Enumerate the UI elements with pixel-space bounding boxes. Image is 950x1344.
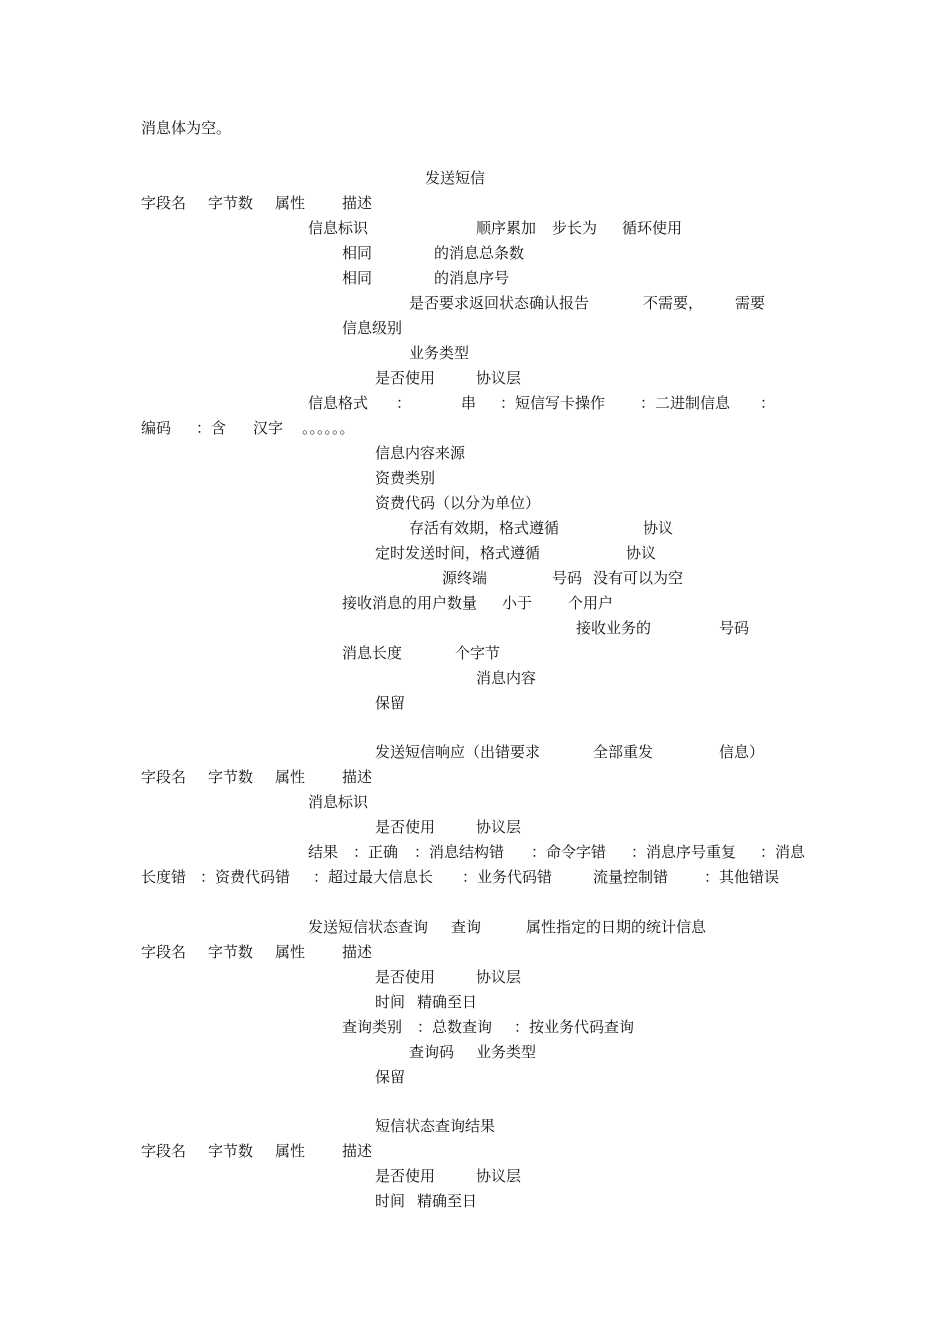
- text-segment: 业务类型: [476, 1043, 537, 1061]
- text-segment: ：短信写卡操作: [500, 394, 606, 412]
- text-segment: 号码: [552, 569, 583, 587]
- field-line: [0, 342, 950, 367]
- header-attribute: 属性: [275, 194, 306, 212]
- intro-line: [0, 117, 950, 142]
- text-segment: 资费代码（以分为单位）: [375, 494, 541, 512]
- text-segment: 步长为: [552, 219, 598, 237]
- field-line: [0, 367, 950, 392]
- header-description: 描述: [342, 768, 373, 786]
- field-line: [0, 317, 950, 342]
- section-title: 发送短信响应（出错要求: [375, 743, 541, 761]
- text-segment: 没有可以为空: [593, 569, 684, 587]
- text-segment: ：按业务代码查询: [514, 1018, 635, 1036]
- text-segment: 信息内容来源: [375, 444, 466, 462]
- text-segment: 消息内容: [476, 669, 537, 687]
- text-segment: 流量控制错: [593, 868, 669, 886]
- text-segment: 需要: [735, 294, 766, 312]
- text-segment: 信息格式: [308, 394, 369, 412]
- text-segment: 定时发送时间，格式遵循: [375, 544, 541, 562]
- field-line: [0, 642, 950, 667]
- field-line: [0, 517, 950, 542]
- header-description: 描述: [342, 1142, 373, 1160]
- text-segment: 的消息总条数: [434, 244, 525, 262]
- text-segment: 相同: [342, 244, 373, 262]
- field-line: [0, 667, 950, 692]
- section-title: 发送短信状态查询: [308, 918, 429, 936]
- text-segment: 号码: [719, 619, 750, 637]
- text-segment: 个用户: [568, 594, 614, 612]
- text-segment: 。。。。。。: [302, 419, 355, 437]
- text-segment: 信息标识: [308, 219, 369, 237]
- text-segment: ：消息: [760, 843, 806, 861]
- text-segment: 精确至日: [417, 993, 478, 1011]
- text-segment: ：二进制信息: [640, 394, 731, 412]
- header-description: 描述: [342, 943, 373, 961]
- text-segment: 协议层: [476, 968, 522, 986]
- text-segment: 是否要求返回状态确认报告: [409, 294, 590, 312]
- field-line: [0, 267, 950, 292]
- header-byte-count: 字节数: [208, 768, 254, 786]
- text-segment: ：消息结构错: [414, 843, 505, 861]
- field-line: [0, 1041, 950, 1066]
- field-line: [0, 1190, 950, 1215]
- section-title: 属性指定的日期的统计信息: [526, 918, 707, 936]
- status-result-header-row: [0, 1140, 950, 1165]
- text-segment: 协议层: [476, 369, 522, 387]
- text-segment: 协议: [626, 544, 657, 562]
- text-segment: 保留: [375, 694, 406, 712]
- text-segment: 时间: [375, 993, 406, 1011]
- text-segment: 存活有效期，格式遵循: [409, 519, 560, 537]
- text-segment: ：业务代码错: [462, 868, 553, 886]
- text-segment: 编码: [141, 419, 172, 437]
- text-segment: 是否使用: [375, 968, 436, 986]
- text-segment: 信息级别: [342, 319, 403, 337]
- field-line: [0, 816, 950, 841]
- text-segment: ：资费代码错: [200, 868, 291, 886]
- text-segment: 的消息序号: [434, 269, 510, 287]
- send-sms-title-line: [0, 167, 950, 192]
- text-segment: 循环使用: [622, 219, 683, 237]
- field-line: [0, 467, 950, 492]
- text-segment: 协议层: [476, 1167, 522, 1185]
- send-sms-header-row: [0, 192, 950, 217]
- text-segment: 资费类别: [375, 469, 436, 487]
- field-line: [0, 791, 950, 816]
- text-segment: 协议: [643, 519, 674, 537]
- text-segment: 接收业务的: [576, 619, 652, 637]
- header-byte-count: 字节数: [208, 943, 254, 961]
- text-segment: 是否使用: [375, 818, 436, 836]
- field-line: [0, 217, 950, 242]
- text-segment: 精确至日: [417, 1192, 478, 1210]
- text-segment: 个字节: [455, 644, 501, 662]
- header-description: 描述: [342, 194, 373, 212]
- text-segment: ：正确: [353, 843, 399, 861]
- status-query-header-row: [0, 941, 950, 966]
- text-segment: 时间: [375, 1192, 406, 1210]
- field-line: [0, 292, 950, 317]
- text-segment: 源终端: [442, 569, 488, 587]
- header-field-name: 字段名: [141, 768, 187, 786]
- status-query-title-line: [0, 916, 950, 941]
- text-segment: 保留: [375, 1068, 406, 1086]
- field-line: [0, 567, 950, 592]
- field-line: [0, 417, 950, 442]
- field-line: [0, 1165, 950, 1190]
- section-title: 信息）: [719, 743, 765, 761]
- field-line: [0, 492, 950, 517]
- text-segment: 结果: [308, 843, 339, 861]
- send-sms-resp-header-row: [0, 766, 950, 791]
- text-segment: 顺序累加: [476, 219, 537, 237]
- field-line: [0, 866, 950, 891]
- text-segment: 串: [461, 394, 477, 412]
- header-byte-count: 字节数: [208, 194, 254, 212]
- text-segment: ：消息序号重复: [631, 843, 737, 861]
- field-line: [0, 1016, 950, 1041]
- section-title: 短信状态查询结果: [375, 1117, 496, 1135]
- field-line: [0, 617, 950, 642]
- field-line: [0, 592, 950, 617]
- field-line: [0, 991, 950, 1016]
- text-segment: ：超过最大信息长: [313, 868, 434, 886]
- text-segment: 汉字: [253, 419, 284, 437]
- text-segment: 接收消息的用户数量: [342, 594, 478, 612]
- text-segment: ：: [760, 394, 776, 412]
- text-segment: 不需要，: [643, 294, 704, 312]
- text-segment: ：命令字错: [531, 843, 607, 861]
- text-segment: 是否使用: [375, 1167, 436, 1185]
- field-line: [0, 692, 950, 717]
- text-segment: 消息长度: [342, 644, 403, 662]
- status-result-title-line: [0, 1115, 950, 1140]
- field-line: [0, 442, 950, 467]
- section-title: 全部重发: [593, 743, 654, 761]
- text-segment: 长度错: [141, 868, 187, 886]
- intro-text: 消息体为空。: [141, 119, 232, 137]
- field-line: [0, 542, 950, 567]
- text-segment: 小于: [502, 594, 533, 612]
- text-segment: 消息标识: [308, 793, 369, 811]
- header-field-name: 字段名: [141, 194, 187, 212]
- field-line: [0, 242, 950, 267]
- header-attribute: 属性: [275, 768, 306, 786]
- text-segment: ：总数查询: [417, 1018, 493, 1036]
- header-attribute: 属性: [275, 943, 306, 961]
- text-segment: ：其他错误: [704, 868, 780, 886]
- text-segment: 协议层: [476, 818, 522, 836]
- field-line: [0, 841, 950, 866]
- header-field-name: 字段名: [141, 1142, 187, 1160]
- header-byte-count: 字节数: [208, 1142, 254, 1160]
- header-attribute: 属性: [275, 1142, 306, 1160]
- text-segment: 查询类别: [342, 1018, 403, 1036]
- section-title: 发送短信: [425, 169, 486, 187]
- field-line: [0, 966, 950, 991]
- send-sms-resp-title-line: [0, 741, 950, 766]
- text-segment: 是否使用: [375, 369, 436, 387]
- text-segment: ：含: [196, 419, 227, 437]
- text-segment: 查询码: [409, 1043, 455, 1061]
- section-title: 查询: [451, 918, 482, 936]
- text-segment: 相同: [342, 269, 373, 287]
- text-segment: ：: [396, 394, 412, 412]
- field-line: [0, 392, 950, 417]
- text-segment: 业务类型: [409, 344, 470, 362]
- header-field-name: 字段名: [141, 943, 187, 961]
- field-line: [0, 1066, 950, 1091]
